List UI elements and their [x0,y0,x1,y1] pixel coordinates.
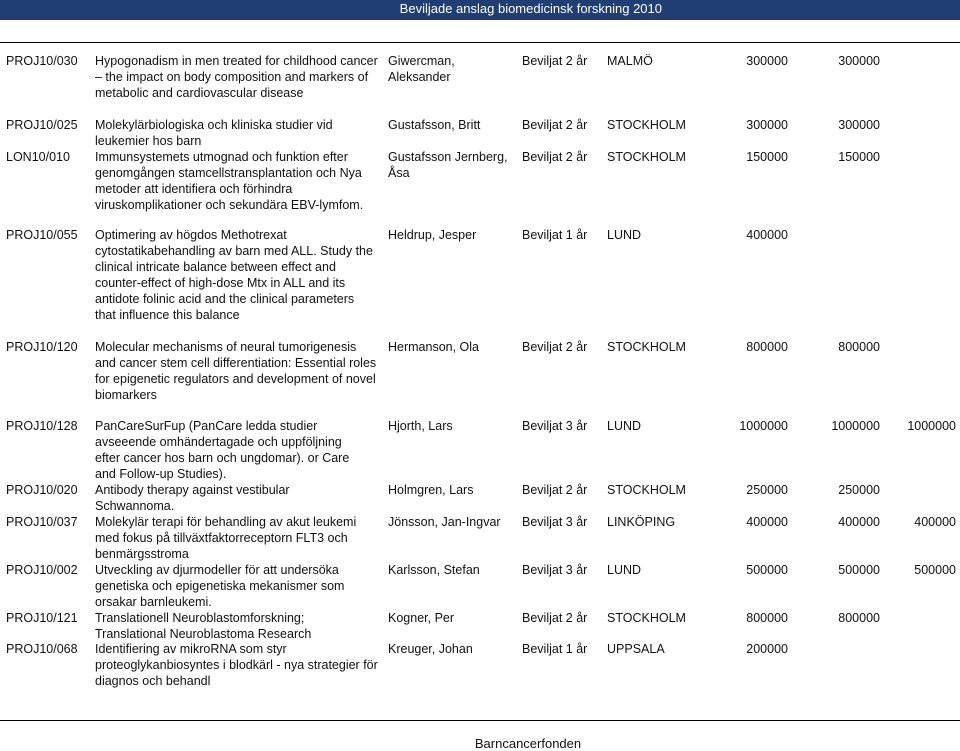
amount-year-2: 150000 [838,150,880,164]
project-id: PROJ10/037 [6,515,78,529]
project-title: Molecular mechanisms of neural tumorigenesis and cancer stem cell differentiation: Essential roles for epigenetic regulators and development of novel biomarkers [95,340,377,402]
amount-year-2: 1000000 [831,419,880,433]
project-title: Identifiering av mikroRNA som styr proteoglykanbiosyntes i blodkärl - nya strategier för diagnos och behandl [95,642,378,688]
project-title: Utveckling av djurmodeller för att undersöka genetiska och epigenetiska mekanismer som orsakar barnleukemi. [95,563,345,609]
project-title: Molekylär terapi för behandling av akut leukemi med fokus på tillväxtfaktorreceptorn FLT3 och benmärgsstroma [95,515,357,561]
grant-status: Beviljat 2 år [522,54,588,68]
grant-status: Beviljat 2 år [522,118,588,132]
amount-year-1: 200000 [746,642,788,656]
amount-year-3: 500000 [914,563,956,577]
grant-status: Beviljat 2 år [522,611,588,625]
applicant-name: Kreuger, Johan [388,642,473,656]
applicant-name: Hermanson, Ola [388,340,480,354]
applicant-name: Holmgren, Lars [388,483,474,497]
amount-year-1: 400000 [746,228,788,242]
city: STOCKHOLM [607,340,686,354]
footer-text: Barncancerfonden [474,736,582,751]
amount-year-2: 800000 [838,340,880,354]
project-id: LON10/010 [6,150,70,164]
applicant-name: Gustafsson, Britt [388,118,481,132]
project-title: PanCareSurFup (PanCare ledda studier avseeende omhändertagade och uppföljning efter cancer hos barn och ungdomar). or Care and Follow-up Studies). [95,419,350,481]
project-id: PROJ10/055 [6,228,78,242]
grant-status: Beviljat 2 år [522,150,588,164]
city: LUND [607,563,642,577]
project-title: Molekylärbiologiska och kliniska studier vid leukemier hos barn [95,118,333,148]
project-title: Hypogonadism in men treated for childhood cancer – the impact on body composition and markers of metabolic and cardiovascular disease [95,54,378,100]
applicant-name: Jönsson, Jan-Ingvar [388,515,501,529]
city: LINKÖPING [607,515,676,529]
project-id: PROJ10/120 [6,340,78,354]
city: STOCKHOLM [607,611,686,625]
amount-year-2: 300000 [838,54,880,68]
project-id: PROJ10/020 [6,483,78,497]
amount-year-1: 250000 [746,483,788,497]
project-id: PROJ10/002 [6,563,78,577]
amount-year-2: 500000 [838,563,880,577]
grant-status: Beviljat 2 år [522,483,588,497]
amount-year-1: 1000000 [739,419,788,433]
project-id: PROJ10/068 [6,642,78,656]
applicant-name: Karlsson, Stefan [388,563,480,577]
applicant-name: Gustafsson Jernberg, Åsa [388,150,508,180]
page-footer [0,736,960,751]
project-id: PROJ10/121 [6,611,78,625]
city: LUND [607,228,642,242]
page-header-title: Beviljade anslag biomedicinsk forskning 2010 [399,1,662,16]
grant-status: Beviljat 1 år [522,228,588,242]
table-bottom-rule [0,720,960,721]
amount-year-1: 500000 [746,563,788,577]
city: UPPSALA [607,642,665,656]
city: STOCKHOLM [607,118,686,132]
amount-year-2: 400000 [838,515,880,529]
city: STOCKHOLM [607,150,686,164]
applicant-name: Giwercman, Aleksander [388,54,455,84]
applicant-name: Heldrup, Jesper [388,228,477,242]
city: STOCKHOLM [607,483,686,497]
amount-year-2: 300000 [838,118,880,132]
grant-status: Beviljat 3 år [522,419,588,433]
amount-year-1: 400000 [746,515,788,529]
project-title: Immunsystemets utmognad och funktion efter genomgången stamcellstransplantation och Nya metoder att identifiera och förhindra viruskomplikationer och sekundära EBV-lymfom. [95,150,364,212]
amount-year-2: 800000 [838,611,880,625]
project-id: PROJ10/025 [6,118,78,132]
project-title: Optimering av högdos Methotrexat cytostatikabehandling av barn med ALL. Study the clinical intricate balance between effect and counter-effect of high-dose Mtx in ALL and its antidote folinic acid and the clinical parameters that influence this balance [95,228,373,322]
amount-year-1: 800000 [746,340,788,354]
grant-status: Beviljat 3 år [522,515,588,529]
amount-year-1: 300000 [746,118,788,132]
project-id: PROJ10/030 [6,54,78,68]
amount-year-1: 150000 [746,150,788,164]
applicant-name: Hjorth, Lars [388,419,453,433]
city: MALMÖ [607,54,653,68]
amount-year-1: 800000 [746,611,788,625]
applicant-name: Kogner, Per [388,611,455,625]
grant-status: Beviljat 3 år [522,563,588,577]
amount-year-3: 1000000 [907,419,956,433]
grant-status: Beviljat 2 år [522,340,588,354]
grant-status: Beviljat 1 år [522,642,588,656]
project-title: Translationell Neuroblastomforskning; Translational Neuroblastoma Research [95,611,312,641]
amount-year-2: 250000 [838,483,880,497]
project-title: Antibody therapy against vestibular Schwannoma. [95,483,290,513]
amount-year-3: 400000 [914,515,956,529]
project-id: PROJ10/128 [6,419,78,433]
city: LUND [607,419,642,433]
amount-year-1: 300000 [746,54,788,68]
